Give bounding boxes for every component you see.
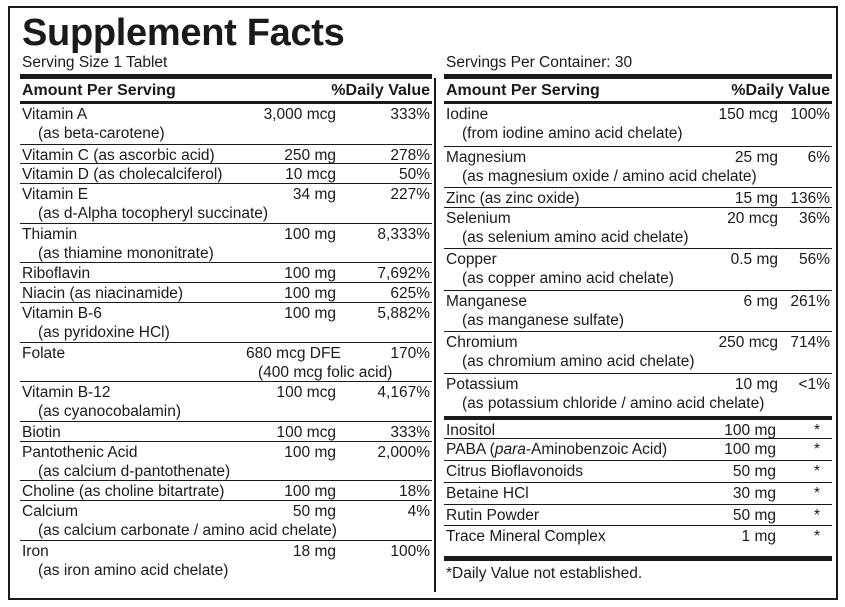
other-ingredient-row <box>444 416 832 438</box>
right-nutrient-row <box>444 373 832 415</box>
nutrient-name: Iodine <box>446 106 489 123</box>
nutrient-dv: 50% <box>398 166 430 184</box>
nutrient-name: Betaine HCl <box>446 484 529 502</box>
left-nutrient-row <box>20 282 432 302</box>
nutrient-dv: 4,167% <box>377 384 430 402</box>
nutrient-name: Rutin Powder <box>446 506 540 524</box>
nutrient-dv: 100% <box>790 106 830 123</box>
left-nutrient-row <box>20 183 432 223</box>
nutrient-amount: 20 mcg <box>727 209 778 227</box>
nutrient-amount: 25 mg <box>734 148 778 166</box>
right-nutrient-row <box>444 104 832 146</box>
nutrient-dv: 136% <box>790 190 830 207</box>
nutrient-source: (as cyanocobalamin) <box>38 403 182 421</box>
nutrient-source: (as manganese sulfate) <box>462 311 624 329</box>
nutrient-name: Vitamin D (as cholecalciferol) <box>22 166 223 184</box>
footnote-bar <box>444 556 832 561</box>
nutrient-dv: 625% <box>390 285 430 303</box>
nutrient-amount: 10 mcg <box>285 166 336 184</box>
nutrient-name: Vitamin E <box>22 186 89 204</box>
right-top-bar <box>444 74 832 79</box>
other-ingredient-row <box>444 438 832 460</box>
left-nutrient-table <box>20 104 432 594</box>
nutrient-dv: 333% <box>390 106 430 123</box>
nutrient-name: Iron <box>22 542 49 560</box>
nutrient-amount: 680 mcg DFE <box>246 344 341 362</box>
nutrient-dv: 2,000% <box>377 443 430 461</box>
left-nutrient-row <box>20 540 432 580</box>
nutrient-amount: 250 mg <box>284 146 336 164</box>
footnote: *Daily Value not established. <box>446 565 643 582</box>
nutrient-name: Magnesium <box>446 148 527 166</box>
nutrient-dv: 6% <box>807 148 830 166</box>
serving-size: Serving Size 1 Tablet <box>22 54 168 71</box>
left-nutrient-row <box>20 342 432 382</box>
column-divider <box>434 78 436 592</box>
nutrient-source: (as selenium amino acid chelate) <box>462 228 689 246</box>
supplement-facts-panel <box>8 6 838 600</box>
left-nutrient-row <box>20 480 432 500</box>
nutrient-amount: 100 mg <box>284 265 336 283</box>
nutrient-source: (as calcium d-pantothenate) <box>38 462 231 480</box>
right-nutrient-row <box>444 331 832 373</box>
nutrient-name: Niacin (as niacinamide) <box>22 285 184 303</box>
left-nutrient-row <box>20 302 432 342</box>
nutrient-dv: 18% <box>398 483 430 501</box>
nutrient-name: Citrus Bioflavonoids <box>446 462 583 480</box>
nutrient-name: Thiamin <box>22 225 78 243</box>
left-nutrient-row <box>20 500 432 540</box>
nutrient-source: (as copper amino acid chelate) <box>462 270 674 288</box>
nutrient-dv: 36% <box>798 209 830 227</box>
nutrient-dv: 5,882% <box>377 305 430 322</box>
right-nutrient-table <box>444 104 832 574</box>
nutrient-name: Pantothenic Acid <box>22 443 138 461</box>
nutrient-amount: 34 mg <box>292 186 336 204</box>
right-header-dv: %Daily Value <box>731 82 830 99</box>
nutrient-name: Inositol <box>446 422 496 440</box>
other-ingredient-row <box>444 482 832 504</box>
left-nutrient-row <box>20 381 432 421</box>
nutrient-source: (as potassium chloride / amino acid chelate) <box>462 394 765 412</box>
nutrient-name: Folate <box>22 344 66 362</box>
other-ingredient-row <box>444 460 832 482</box>
nutrient-amount: 30 mg <box>732 484 776 502</box>
nutrient-dv: 333% <box>390 423 430 441</box>
nutrient-amount: 100 mg <box>284 285 336 303</box>
nutrient-source: (as pyridoxine HCl) <box>38 324 170 341</box>
left-top-bar <box>20 74 432 79</box>
right-header-amount: Amount Per Serving <box>446 82 600 99</box>
nutrient-name: Riboflavin <box>22 265 91 283</box>
nutrient-amount: 3,000 mcg <box>263 106 336 123</box>
nutrient-dv: 56% <box>798 251 830 269</box>
nutrient-dv: * <box>813 462 820 480</box>
left-header-dv: %Daily Value <box>331 82 430 99</box>
nutrient-dv: * <box>813 506 820 524</box>
nutrient-name: Vitamin A <box>22 106 88 123</box>
nutrient-amount: 150 mcg <box>718 106 778 123</box>
nutrient-name: Vitamin B-12 <box>22 384 111 402</box>
nutrient-amount-detail: (400 mcg folic acid) <box>258 363 393 381</box>
left-nutrient-row <box>20 223 432 263</box>
nutrient-source: (as chromium amino acid chelate) <box>462 353 695 371</box>
right-nutrient-row <box>444 290 832 332</box>
nutrient-amount: 100 mg <box>724 441 776 459</box>
nutrient-amount: 15 mg <box>734 190 778 207</box>
nutrient-amount: 50 mg <box>732 462 776 480</box>
servings-per-container: Servings Per Container: 30 <box>446 54 633 71</box>
nutrient-name: Chromium <box>446 334 518 352</box>
nutrient-source: (as d-Alpha tocopheryl succinate) <box>38 205 269 223</box>
nutrient-amount: 250 mcg <box>718 334 778 352</box>
nutrient-amount: 100 mcg <box>276 384 336 402</box>
nutrient-dv: 7,692% <box>377 265 430 283</box>
panel-title: Supplement Facts <box>22 12 345 54</box>
nutrient-name: Selenium <box>446 209 511 227</box>
left-nutrient-row <box>20 104 432 144</box>
nutrient-name: Biotin <box>22 423 61 441</box>
nutrient-dv: 278% <box>390 146 430 164</box>
right-nutrient-row <box>444 187 832 207</box>
nutrient-dv: 8,333% <box>377 225 430 243</box>
nutrient-dv: 100% <box>390 542 430 560</box>
nutrient-amount: 100 mg <box>284 443 336 461</box>
nutrient-dv: * <box>813 484 820 502</box>
nutrient-amount: 100 mg <box>724 422 776 440</box>
nutrient-dv: 227% <box>390 186 430 204</box>
right-nutrient-row <box>444 248 832 290</box>
left-nutrient-row <box>20 421 432 441</box>
nutrient-amount: 100 mg <box>284 225 336 243</box>
nutrient-name: Trace Mineral Complex <box>446 528 606 546</box>
nutrient-amount: 50 mg <box>732 506 776 524</box>
nutrient-source: (as iron amino acid chelate) <box>38 561 229 579</box>
nutrient-amount: 1 mg <box>741 528 776 546</box>
nutrient-name: Calcium <box>22 503 78 520</box>
nutrient-dv: 714% <box>790 334 830 352</box>
nutrient-amount: 100 mcg <box>276 423 336 441</box>
nutrient-name: Vitamin B-6 <box>22 305 102 322</box>
nutrient-dv: * <box>813 441 820 459</box>
nutrient-source: (from iodine amino acid chelate) <box>462 125 683 142</box>
nutrient-amount: 100 mg <box>284 305 336 322</box>
nutrient-dv: 4% <box>407 503 430 520</box>
left-nutrient-row <box>20 262 432 282</box>
nutrient-source: (as thiamine mononitrate) <box>38 244 214 262</box>
nutrient-dv: * <box>813 422 820 440</box>
nutrient-amount: 50 mg <box>292 503 336 520</box>
left-nutrient-row <box>20 144 432 164</box>
other-ingredient-row <box>444 525 832 547</box>
nutrient-name: Zinc (as zinc oxide) <box>446 190 580 207</box>
nutrient-source: (as beta-carotene) <box>38 125 165 142</box>
nutrient-dv: <1% <box>798 375 830 393</box>
nutrient-name: Potassium <box>446 375 519 393</box>
nutrient-source: (as magnesium oxide / amino acid chelate) <box>462 167 757 185</box>
nutrient-source: (as calcium carbonate / amino acid chelate) <box>38 522 337 539</box>
nutrient-name: Vitamin C (as ascorbic acid) <box>22 146 215 164</box>
nutrient-dv: 170% <box>390 344 430 362</box>
nutrient-amount: 18 mg <box>292 542 336 560</box>
other-ingredient-row <box>444 504 832 526</box>
right-nutrient-row <box>444 146 832 188</box>
left-header-amount: Amount Per Serving <box>22 82 176 99</box>
nutrient-dv: 261% <box>790 292 830 310</box>
nutrient-amount: 100 mg <box>284 483 336 501</box>
left-nutrient-row <box>20 163 432 183</box>
nutrient-amount: 10 mg <box>734 375 778 393</box>
nutrient-amount: 6 mg <box>743 292 778 310</box>
nutrient-name: Manganese <box>446 292 528 310</box>
nutrient-name: Copper <box>446 251 497 269</box>
nutrient-dv: * <box>813 528 820 546</box>
right-nutrient-row <box>444 207 832 249</box>
left-nutrient-row <box>20 441 432 481</box>
nutrient-name: Choline (as choline bitartrate) <box>22 483 225 501</box>
nutrient-name: PABA (para-Aminobenzoic Acid) <box>446 441 668 459</box>
nutrient-amount: 0.5 mg <box>730 251 778 269</box>
